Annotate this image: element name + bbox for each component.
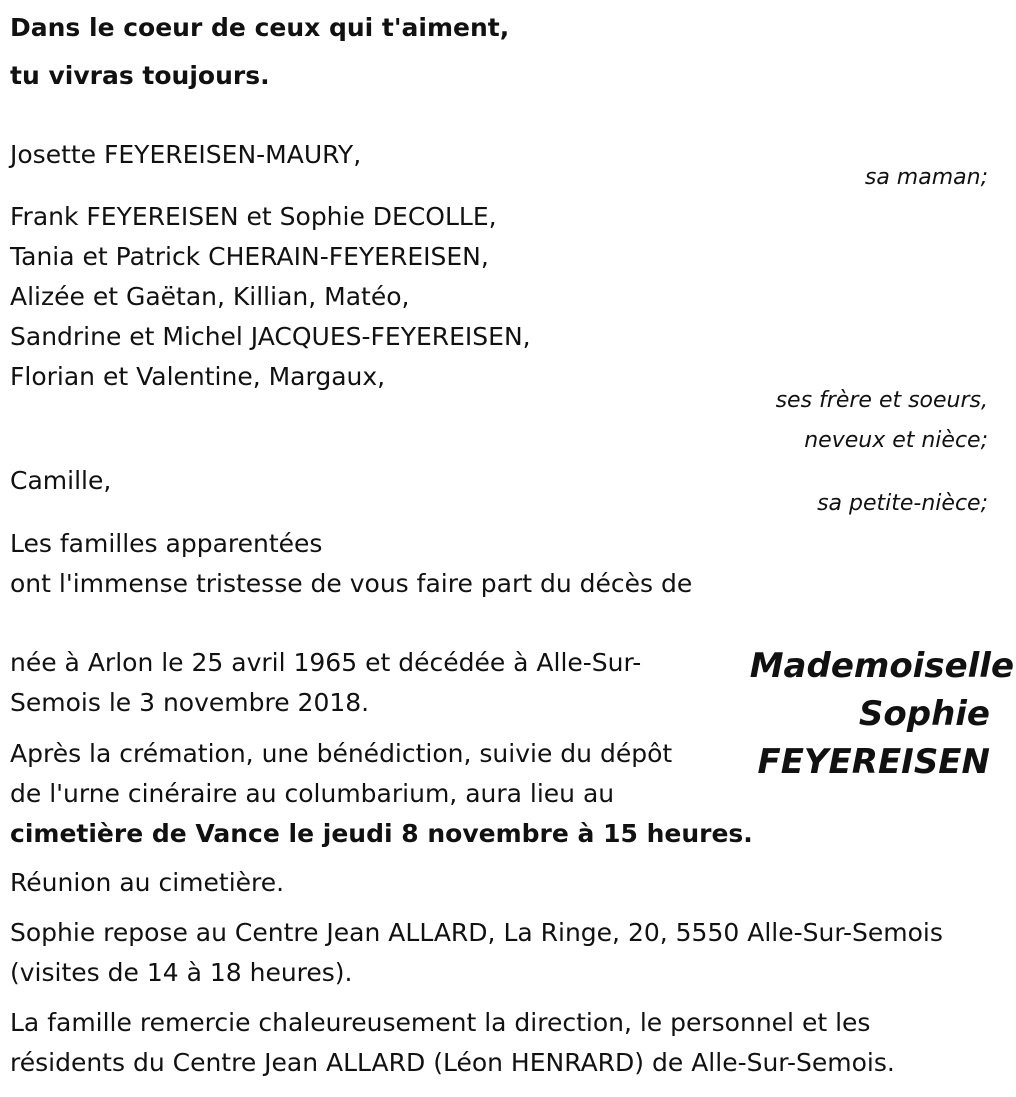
sibling-line: Tania et Patrick CHERAIN-FEYEREISEN, (10, 242, 489, 271)
epigraph-line-1: Dans le coeur de ceux qui t'aiment, (10, 13, 510, 42)
families-line-2: ont l'immense tristesse de vous faire part du décès de (10, 569, 693, 598)
ceremony-line-2: de l'urne cinéraire au columbarium, aura lieu au (10, 779, 615, 808)
thanks-line-1: La famille remercie chaleureusement la direction, le personnel et les (10, 1008, 871, 1037)
grandniece-name: Camille, (10, 466, 112, 495)
deceased-last-name: FEYEREISEN (757, 742, 990, 782)
ceremony-line-3: cimetière de Vance le jeudi 8 novembre à 15 heures. (10, 819, 753, 848)
rest-line-1: Sophie repose au Centre Jean ALLARD, La Ringe, 20, 5550 Alle-Sur-Semois (10, 918, 943, 947)
siblings-role-line-2: neveux et nièce; (804, 428, 988, 453)
birth-line-2: Semois le 3 novembre 2018. (10, 688, 370, 717)
meeting-line: Réunion au cimetière. (10, 868, 285, 897)
thanks-line-2: résidents du Centre Jean ALLARD (Léon HENRARD) de Alle-Sur-Semois. (10, 1048, 895, 1077)
ceremony-line-1: Après la crémation, une bénédiction, suivie du dépôt (10, 739, 673, 768)
rest-line-2: (visites de 14 à 18 heures). (10, 958, 353, 987)
deceased-first-name: Sophie (858, 694, 990, 734)
sibling-line: Florian et Valentine, Margaux, (10, 362, 386, 391)
deceased-title: Mademoiselle (749, 646, 1014, 686)
mother-role: sa maman; (864, 165, 988, 190)
mother-name: Josette FEYEREISEN-MAURY, (10, 140, 362, 169)
sibling-line: Frank FEYEREISEN et Sophie DECOLLE, (10, 202, 497, 231)
birth-line-1: née à Arlon le 25 avril 1965 et décédée à Alle-Sur- (10, 648, 642, 677)
siblings-role-line-1: ses frère et soeurs, (775, 388, 988, 413)
sibling-line: Alizée et Gaëtan, Killian, Matéo, (10, 282, 410, 311)
sibling-line: Sandrine et Michel JACQUES-FEYEREISEN, (10, 322, 531, 351)
families-line-1: Les familles apparentées (10, 529, 323, 558)
grandniece-role: sa petite-nièce; (817, 491, 988, 516)
epigraph-line-2: tu vivras toujours. (10, 61, 270, 90)
